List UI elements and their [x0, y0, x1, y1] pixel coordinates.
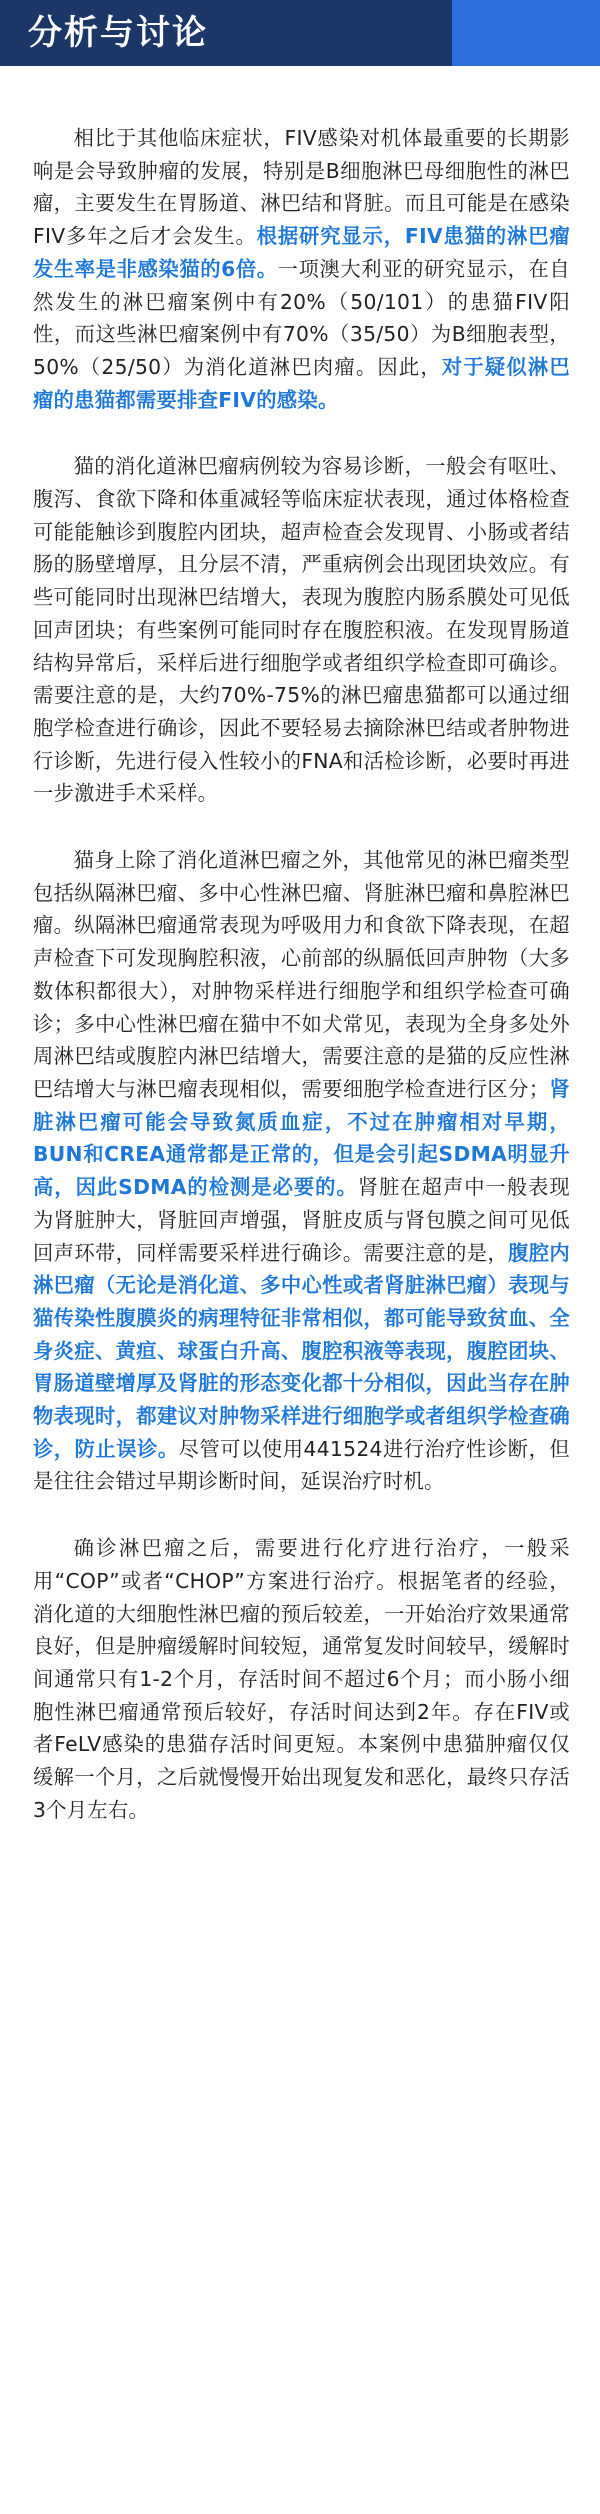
section-title: 分析与讨论 [28, 13, 208, 53]
highlighted-text: 根据研究显示，FIV患猫的淋巴瘤发生率是非感染猫的6倍。 [33, 224, 570, 281]
article-body [0, 66, 600, 1826]
highlighted-text: 肾脏淋巴瘤可能会导致氮质血症，不过在肿瘤相对早期，BUN和CREA通常都是正常的，但是会引起SDMA明显升高，因此SDMA的检测是必要的。 [33, 1076, 570, 1200]
header-accent-block [452, 0, 600, 66]
highlighted-text: 对于疑似淋巴瘤的患猫都需要排查FIV的感染。 [33, 354, 570, 412]
text-run: 猫身上除了消化道淋巴瘤之外，其他常见的淋巴瘤类型包括纵隔淋巴瘤、多中心性淋巴瘤、肾脏淋巴瘤和鼻腔淋巴瘤。纵隔淋巴瘤通常表现为呼吸用力和食欲下降表现，在超声检查下可发现胸腔积液，心前部的纵膈低回声肿物（大多数体积都很大），对肿物采样进行细胞学和组织学检查可确诊；多中心性淋巴瘤在猫中不如犬常见，表现为全身多处外周淋巴结或腹腔内淋巴结增大，需要注意的是猫的反应性淋巴结增大与淋巴瘤表现相似，需要细胞学检查进行区分； [33, 848, 570, 1101]
text-run: 猫的消化道淋巴瘤病例较为容易诊断，一般会有呕吐、腹泻、食欲下降和体重减轻等临床症状表现，通过体格检查可能能触诊到腹腔内团块，超声检查会发现胃、小肠或者结肠的肠壁增厚，且分层不清，严重病例会出现团块效应。有些可能同时出现淋巴结增大，表现为腹腔内肠系膜处可见低回声团块；有些案例可能同时存在腹腔积液。在发现胃肠道结构异常后，采样后进行细胞学或者组织学检查即可确诊。需要注意的是，大约70%-75%的淋巴瘤患猫都可以通过细胞学检查进行确诊，因此不要轻易去摘除淋巴结或者肿物进行诊断，先进行侵入性较小的FNA和活检诊断，必要时再进一步激进手术采样。 [33, 454, 570, 806]
text-run: 肾脏在超声中一般表现为肾脏肿大，肾脏回声增强，肾脏皮质与肾包膜之间可见低回声环带，同样需要采样进行确诊。需要注意的是， [33, 1175, 570, 1265]
paragraph-treatment-prognosis [33, 1532, 570, 1826]
highlighted-text: 腹腔内淋巴瘤（无论是消化道、多中心性或者肾脏淋巴瘤）表现与猫传染性腹膜炎的病理特征非常相似，都可能导致贫血、全身炎症、黄疸、球蛋白升高、腹腔积液等表现，腹腔团块、胃肠道壁增厚及肾脏的形态变化都十分相似，因此当存在肿物表现时，都建议对肿物采样进行细胞学或者组织学检查确诊，防止误诊。 [33, 1240, 571, 1461]
paragraph-gi-lymphoma-diagnosis [33, 450, 570, 810]
section-header [0, 0, 600, 66]
paragraph-fiv-lymphoma-risk [33, 122, 570, 416]
text-run: 确诊淋巴瘤之后，需要进行化疗进行治疗，一般采用“COP”或者“CHOP”方案进行治疗。根据笔者的经验，消化道的大细胞性淋巴瘤的预后较差，一开始治疗效果通常良好，但是肿瘤缓解时间较短，通常复发时间较早，缓解时间通常只有1-2个月，存活时间不超过6个月；而小肠小细胞性淋巴瘤通常预后较好，存活时间达到2年。存在FIV或者FeLV感染的患猫存活时间更短。本案例中患猫肿瘤仅仅缓解一个月，之后就慢慢开始出现复发和恶化，最终只存活3个月左右。 [33, 1536, 570, 1822]
text-run: 相比于其他临床症状，FIV感染对机体最重要的长期影响是会导致肿瘤的发展，特别是B细胞淋巴母细胞性的淋巴瘤，主要发生在胃肠道、淋巴结和肾脏。而且可能是在感染FIV多年之后才会发生。 [33, 126, 570, 249]
text-run: 一项澳大利亚的研究显示，在自然发生的淋巴瘤案例中有20%（50/101）的患猫FIV阳性，而这些淋巴瘤案例中有70%（35/50）为B细胞表型，50%（25/50）为消化道淋巴肉瘤。因此， [33, 256, 570, 379]
paragraph-other-lymphoma-types [33, 844, 570, 1498]
text-run: 尽管可以使用441524进行治疗性诊断，但是往往会错过早期诊断时间，延误治疗时机。 [33, 1436, 570, 1494]
